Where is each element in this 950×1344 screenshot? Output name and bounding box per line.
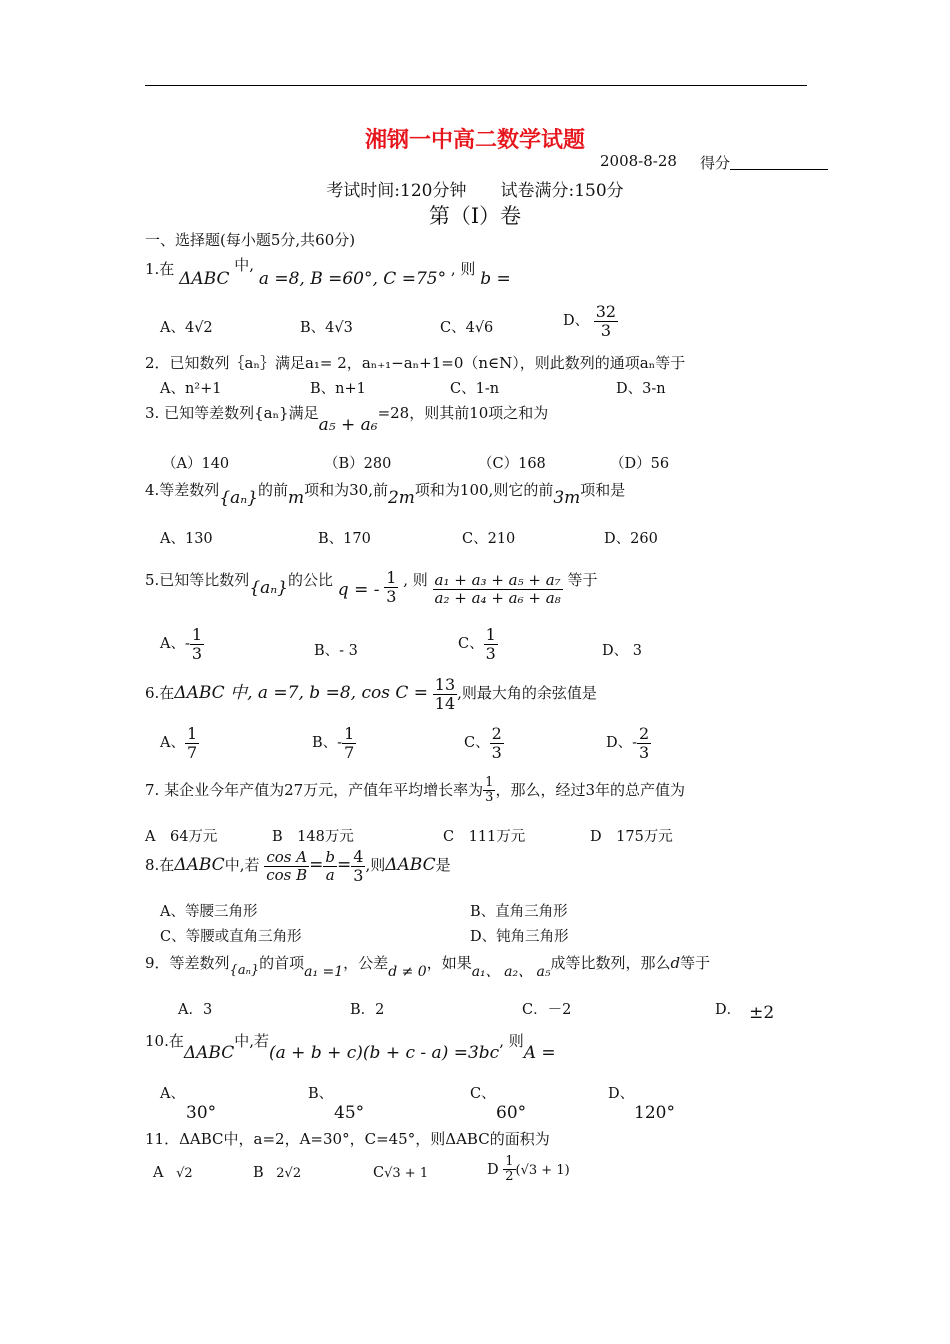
q9-option-a: A．3 [178, 1002, 213, 1018]
question-1 [145, 256, 511, 289]
q10-p2: 中,若 [234, 1032, 270, 1050]
q2-option-a: A、n²+1 [160, 381, 222, 397]
q4-p2: 的前 [257, 481, 288, 499]
q10-expr: (a + b + c)(b + c - a) =3bc [269, 1043, 500, 1063]
q4-option-a: A、130 [160, 531, 213, 547]
section-heading: 一、选择题(每小题5分,共60分) [145, 231, 356, 249]
q6-d-fraction [637, 725, 651, 761]
q8-p3: ,则 [365, 856, 386, 875]
q7-option-c: C 111万元 [443, 829, 526, 845]
q1-d-fraction [594, 303, 618, 339]
q8-cos-num: cos A [264, 849, 309, 867]
q6-d-num: 2 [639, 724, 650, 743]
q3-expr: a₅ + a₆ [318, 415, 378, 435]
q1-mid: 中, [234, 256, 255, 274]
q1-option-a: A、4√2 [160, 320, 213, 336]
q6-c-num: 2 [491, 724, 502, 743]
q11-condition: ΔABC中，a=2，A= [179, 1130, 323, 1148]
q9-p6: 等于 [680, 954, 711, 972]
q11-angle-a: 30° [323, 1130, 350, 1148]
q11-b-value: 2√2 [276, 1166, 302, 1181]
q6-a-den: 7 [186, 742, 198, 762]
q6-c-label: C、 [464, 735, 490, 752]
q9-d: d [670, 954, 681, 972]
q5-a-label: A、- [160, 636, 190, 653]
exam-info: 考试时间:120分钟 试卷满分:150分 [326, 181, 624, 201]
q11-p3: ，则 [415, 1130, 446, 1148]
q6-den: 14 [434, 693, 456, 713]
q10-d-value: 120° [634, 1103, 675, 1123]
q3-option-d: （D）56 [610, 456, 670, 472]
question-3 [145, 402, 549, 435]
q5-a-den: 3 [191, 643, 203, 663]
q8-triangle: ΔABC [174, 855, 225, 876]
q5-main-den: a₂ + a₄ + a₆ + a₈ [434, 588, 561, 607]
q8-43-den: 3 [353, 865, 364, 885]
exam-date: 2008-8-28 [600, 152, 677, 170]
q11-ask: ΔABC的面积为 [445, 1130, 550, 1148]
q9-terms: a₁、 a₂、 a₅ [471, 964, 551, 980]
q11-option-a [153, 1165, 193, 1181]
q7-fraction [483, 776, 495, 806]
q6-b-fraction [342, 725, 356, 761]
q10-a-value: 30° [186, 1103, 217, 1123]
q5-ratio: q = - [337, 580, 380, 601]
q11-p2: ，C= [349, 1130, 389, 1148]
q7-p1: 7. 某企业今年产值为27万元，产值年平均增长率为 [145, 780, 484, 799]
q5-main-fraction [433, 572, 563, 606]
q8-cos-den: cos B [266, 865, 308, 884]
q8-p2: 中,若 [224, 856, 260, 875]
q6-b-label: B、- [312, 735, 343, 752]
q8-triangle-2: ΔABC [385, 855, 436, 876]
q6-num: 13 [434, 675, 456, 694]
q4-v2: 2m [387, 488, 415, 508]
score-field [700, 152, 828, 173]
q4-option-c: C、210 [462, 531, 516, 547]
q5-main-num: a₁ + a₃ + a₅ + a₇ [434, 571, 561, 590]
q11-d-den: 2 [505, 1169, 514, 1185]
q8-option-c: C、等腰或直角三角形 [160, 929, 302, 945]
q4-p1: 4.等差数列 [145, 481, 220, 499]
q10-option-d [608, 1082, 675, 1123]
q5-a-num: 1 [191, 625, 203, 644]
q1-condition: a =8, B =60°, C =75° [258, 269, 447, 289]
q5-a-fraction [190, 626, 204, 662]
q10-ask: A = [523, 1043, 556, 1063]
q4-option-d: D、260 [604, 531, 658, 547]
q11-p1: 11． [145, 1130, 180, 1148]
q4-v3: 3m [553, 488, 581, 508]
q8-ba-num: b [325, 848, 336, 867]
q5-ratio-den: 3 [386, 586, 397, 606]
q9-p3: ，公差 [343, 954, 389, 972]
q9-a1: a₁ =1 [304, 964, 344, 980]
volume-label: 第（Ⅰ）卷 [428, 204, 522, 228]
q11-a-value: √2 [176, 1166, 193, 1181]
question-11 [145, 1128, 550, 1149]
q5-ratio-fraction [384, 569, 398, 605]
q5-seq: {aₙ} [249, 578, 288, 599]
q5-option-b: B、- 3 [314, 643, 358, 659]
q11-a-label: A [153, 1165, 164, 1181]
q6-option-c [464, 725, 504, 761]
q4-p3: 项和为30,前 [304, 481, 388, 499]
q8-fraction-43 [351, 848, 365, 884]
q3-tail: =28，则其前10项之和为 [377, 404, 549, 422]
q4-p5: 项和是 [580, 481, 626, 499]
q11-option-c [373, 1165, 428, 1181]
q1-option-d [563, 303, 618, 339]
q8-43-num: 4 [353, 847, 364, 866]
q9-seq: {aₙ} [229, 963, 260, 978]
q6-condition: ΔABC 中, a =7, b =8, cos C = [174, 683, 428, 704]
q6-c-den: 3 [491, 742, 502, 762]
q8-p1: 8.在 [145, 856, 175, 875]
q9-p4: ，如果 [426, 954, 472, 972]
q10-a-label: A、 [160, 1086, 185, 1102]
q9-d-label: D． [715, 1002, 742, 1018]
q4-option-b: B、170 [318, 531, 371, 547]
q1-d-den: 3 [600, 320, 612, 340]
q1-triangle: ΔABC [179, 269, 230, 289]
q11-b-label: B [253, 1165, 264, 1181]
q10-option-c [470, 1082, 526, 1123]
q7-den: 3 [485, 790, 494, 806]
question-5 [145, 563, 598, 607]
q9-dv: d ≠ 0 [388, 964, 427, 980]
q11-d-num: 1 [505, 1154, 514, 1169]
q6-d-den: 3 [639, 742, 650, 762]
q6-a-fraction [185, 725, 199, 761]
question-2: 2．已知数列｛aₙ｝满足a₁= 2，aₙ₊₁−aₙ+1=0（n∈N），则此数列的通项aₙ等于 [145, 354, 686, 372]
question-4 [145, 479, 626, 508]
q11-d-label: D [487, 1161, 499, 1178]
q6-d-label: D、- [606, 735, 638, 752]
q9-option-c: C．－2 [522, 1002, 572, 1018]
q11-angle-c: 45° [388, 1130, 416, 1148]
q5-p1: 5.已知等比数列 [145, 571, 250, 590]
q5-option-d: D、 3 [602, 643, 642, 659]
q6-b-den: 7 [344, 742, 355, 762]
q11-option-d [487, 1155, 570, 1185]
q8-p4: 是 [435, 856, 451, 875]
q10-b-label: B、 [308, 1086, 334, 1102]
q6-a-label: A、 [160, 735, 185, 752]
q9-option-d [715, 998, 775, 1023]
q5-c-fraction [484, 626, 498, 662]
q9-d-value: ±2 [749, 1003, 775, 1023]
q6-fraction [433, 676, 457, 712]
q8-option-b: B、直角三角形 [470, 904, 568, 920]
q5-ratio-num: 1 [386, 568, 397, 587]
q1-d-label: D、 [563, 313, 590, 330]
q7-option-a: A 64万元 [145, 829, 218, 845]
q5-c-label: C、 [458, 636, 484, 653]
q6-a-num: 1 [186, 724, 198, 743]
q6-b-num: 1 [344, 724, 355, 743]
q8-fraction-cos [264, 849, 309, 883]
q1-ask: b = [480, 269, 511, 289]
q5-c-num: 1 [485, 625, 496, 644]
question-10 [145, 1030, 556, 1063]
q4-v1: m [288, 488, 305, 508]
q10-c-value: 60° [496, 1103, 527, 1123]
q1-option-b: B、4√3 [300, 320, 353, 336]
q11-c-value: √3 + 1 [384, 1166, 429, 1181]
q10-option-b [308, 1082, 364, 1123]
q7-p2: ，那么，经过3年的总产值为 [495, 780, 685, 799]
q10-p1: 10.在 [145, 1032, 184, 1050]
score-label: 得分 [700, 154, 731, 172]
q9-p2: 的首项 [259, 954, 305, 972]
q5-p4: 等于 [567, 571, 598, 590]
q5-option-a [160, 626, 204, 662]
header-rule [145, 85, 807, 86]
q10-d-label: D、 [608, 1086, 635, 1102]
q2-option-b: B、n+1 [310, 381, 366, 397]
q9-p5: 成等比数列，那么 [550, 954, 671, 972]
q10-p3: , 则 [499, 1032, 524, 1050]
q11-d-fraction [503, 1155, 515, 1185]
q3-prefix: 3. 已知等差数列{aₙ}满足 [145, 404, 319, 422]
q7-option-d: D 175万元 [590, 829, 673, 845]
q6-p1: 6.在 [145, 684, 175, 703]
q6-option-d [606, 725, 651, 761]
question-7 [145, 776, 685, 806]
q5-c-den: 3 [485, 643, 496, 663]
question-8 [145, 848, 451, 884]
q5-option-c [458, 626, 498, 662]
q6-option-a [160, 725, 199, 761]
q8-eq2: = [337, 855, 352, 876]
q8-option-a: A、等腰三角形 [160, 904, 258, 920]
q9-p1: 9．等差数列 [145, 954, 230, 972]
q6-option-b [312, 725, 356, 761]
q1-option-c: C、4√6 [440, 320, 494, 336]
q1-tail: , 则 [450, 260, 476, 278]
q3-option-c: （C）168 [478, 456, 546, 472]
exam-title: 湘钢一中高二数学试题 [364, 127, 585, 153]
q3-option-a: （A）140 [162, 456, 230, 472]
score-blank [730, 155, 828, 170]
q10-c-label: C、 [470, 1086, 496, 1102]
q2-option-d: D、3-n [616, 381, 666, 397]
q10-b-value: 45° [334, 1103, 365, 1123]
q1-d-num: 32 [595, 302, 617, 321]
q11-option-b [253, 1165, 301, 1181]
q10-option-a [160, 1082, 216, 1123]
q5-p2: 的公比 [287, 571, 333, 590]
q8-fraction-ba [323, 849, 337, 883]
q11-c-label: C [373, 1165, 385, 1181]
q4-seq: {aₙ} [219, 488, 258, 508]
q9-option-b: B．2 [350, 1002, 385, 1018]
question-9 [145, 952, 711, 980]
q8-ba-den: a [325, 865, 335, 884]
q2-option-c: C、1-n [450, 381, 500, 397]
q8-option-d: D、钝角三角形 [470, 929, 569, 945]
q6-p2: ,则最大角的余弦值是 [457, 684, 597, 703]
q10-triangle: ΔABC [183, 1043, 235, 1063]
q3-option-b: （B）280 [324, 456, 392, 472]
q6-c-fraction [490, 725, 504, 761]
q5-p3: , 则 [403, 571, 428, 590]
q11-d-value: (√3 + 1) [515, 1162, 570, 1178]
q7-num: 1 [485, 775, 494, 790]
q8-eq1: = [309, 855, 324, 876]
question-6 [145, 676, 597, 712]
q1-prefix: 1.在 [145, 260, 175, 278]
q4-p4: 项和为100,则它的前 [414, 481, 554, 499]
q7-option-b: B 148万元 [272, 829, 354, 845]
